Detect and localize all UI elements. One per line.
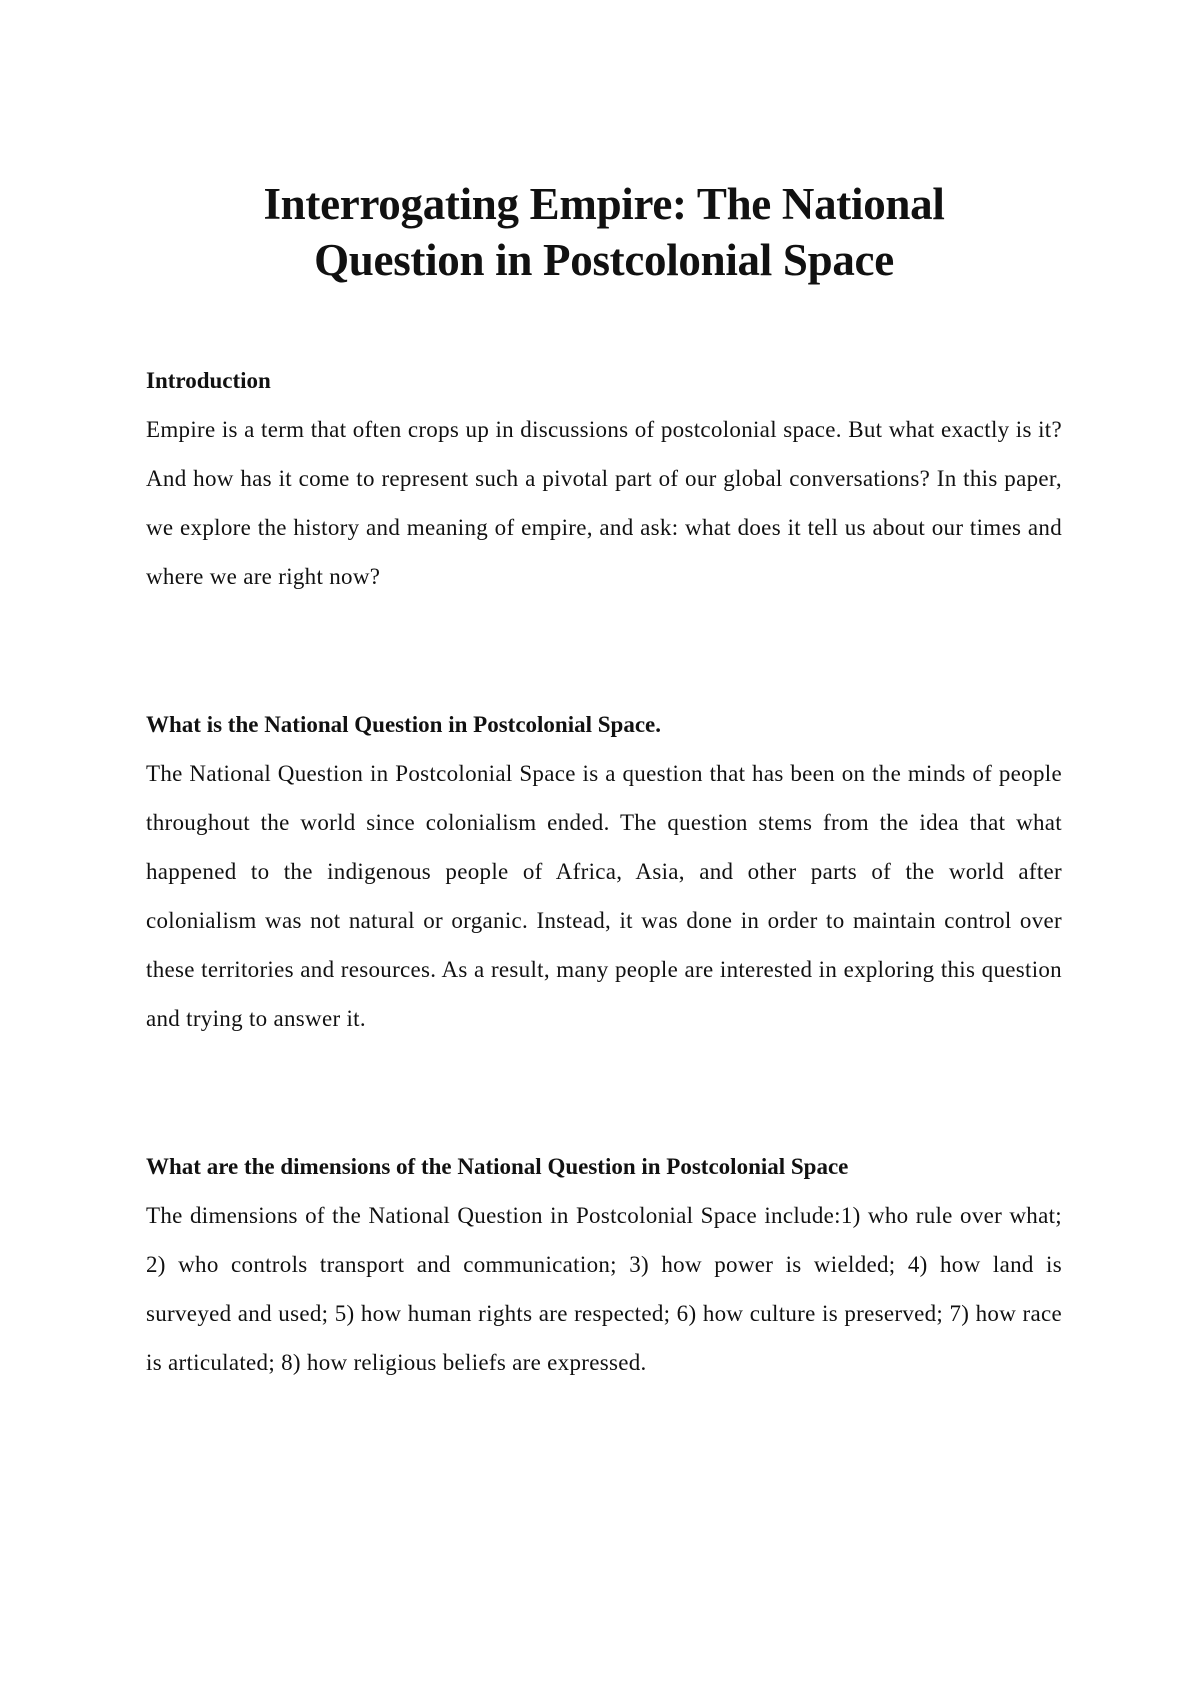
section-body: Empire is a term that often crops up in discussions of postcolonial space. But what exactly is it? And how has it come to represent such a pivotal part of our global conversations? In this paper, we explore the history and meaning of empire, and ask: what does it tell us about our times and where we are right now? [146, 417, 1062, 589]
section-heading: Introduction [146, 368, 271, 393]
title-line-1: Interrogating Empire: The National [263, 179, 945, 229]
title-line-2: Question in Postcolonial Space [314, 235, 894, 285]
document-title [146, 176, 1062, 288]
section-introduction [146, 356, 1062, 601]
section-heading: What are the dimensions of the National Question in Postcolonial Space [146, 1154, 849, 1179]
section-body: The dimensions of the National Question in Postcolonial Space include:1) who rule over what; 2) who controls transport and communication; 3) how power is wielded; 4) how land is surveyed and used; 5) how human rights are respected; 6) how culture is preserved; 7) how race is articulated; 8) how religious beliefs are expressed. [146, 1203, 1062, 1375]
section-dimensions [146, 1142, 1062, 1387]
section-body: The National Question in Postcolonial Space is a question that has been on the minds of people throughout the world since colonialism ended. The question stems from the idea that what happened to the indigenous people of Africa, Asia, and other parts of the world after colonialism was not natural or organic. Instead, it was done in order to maintain control over these territories and resources. As a result, many people are interested in exploring this question and trying to answer it. [146, 761, 1062, 1031]
section-national-question [146, 700, 1062, 1043]
section-heading: What is the National Question in Postcolonial Space. [146, 712, 661, 737]
